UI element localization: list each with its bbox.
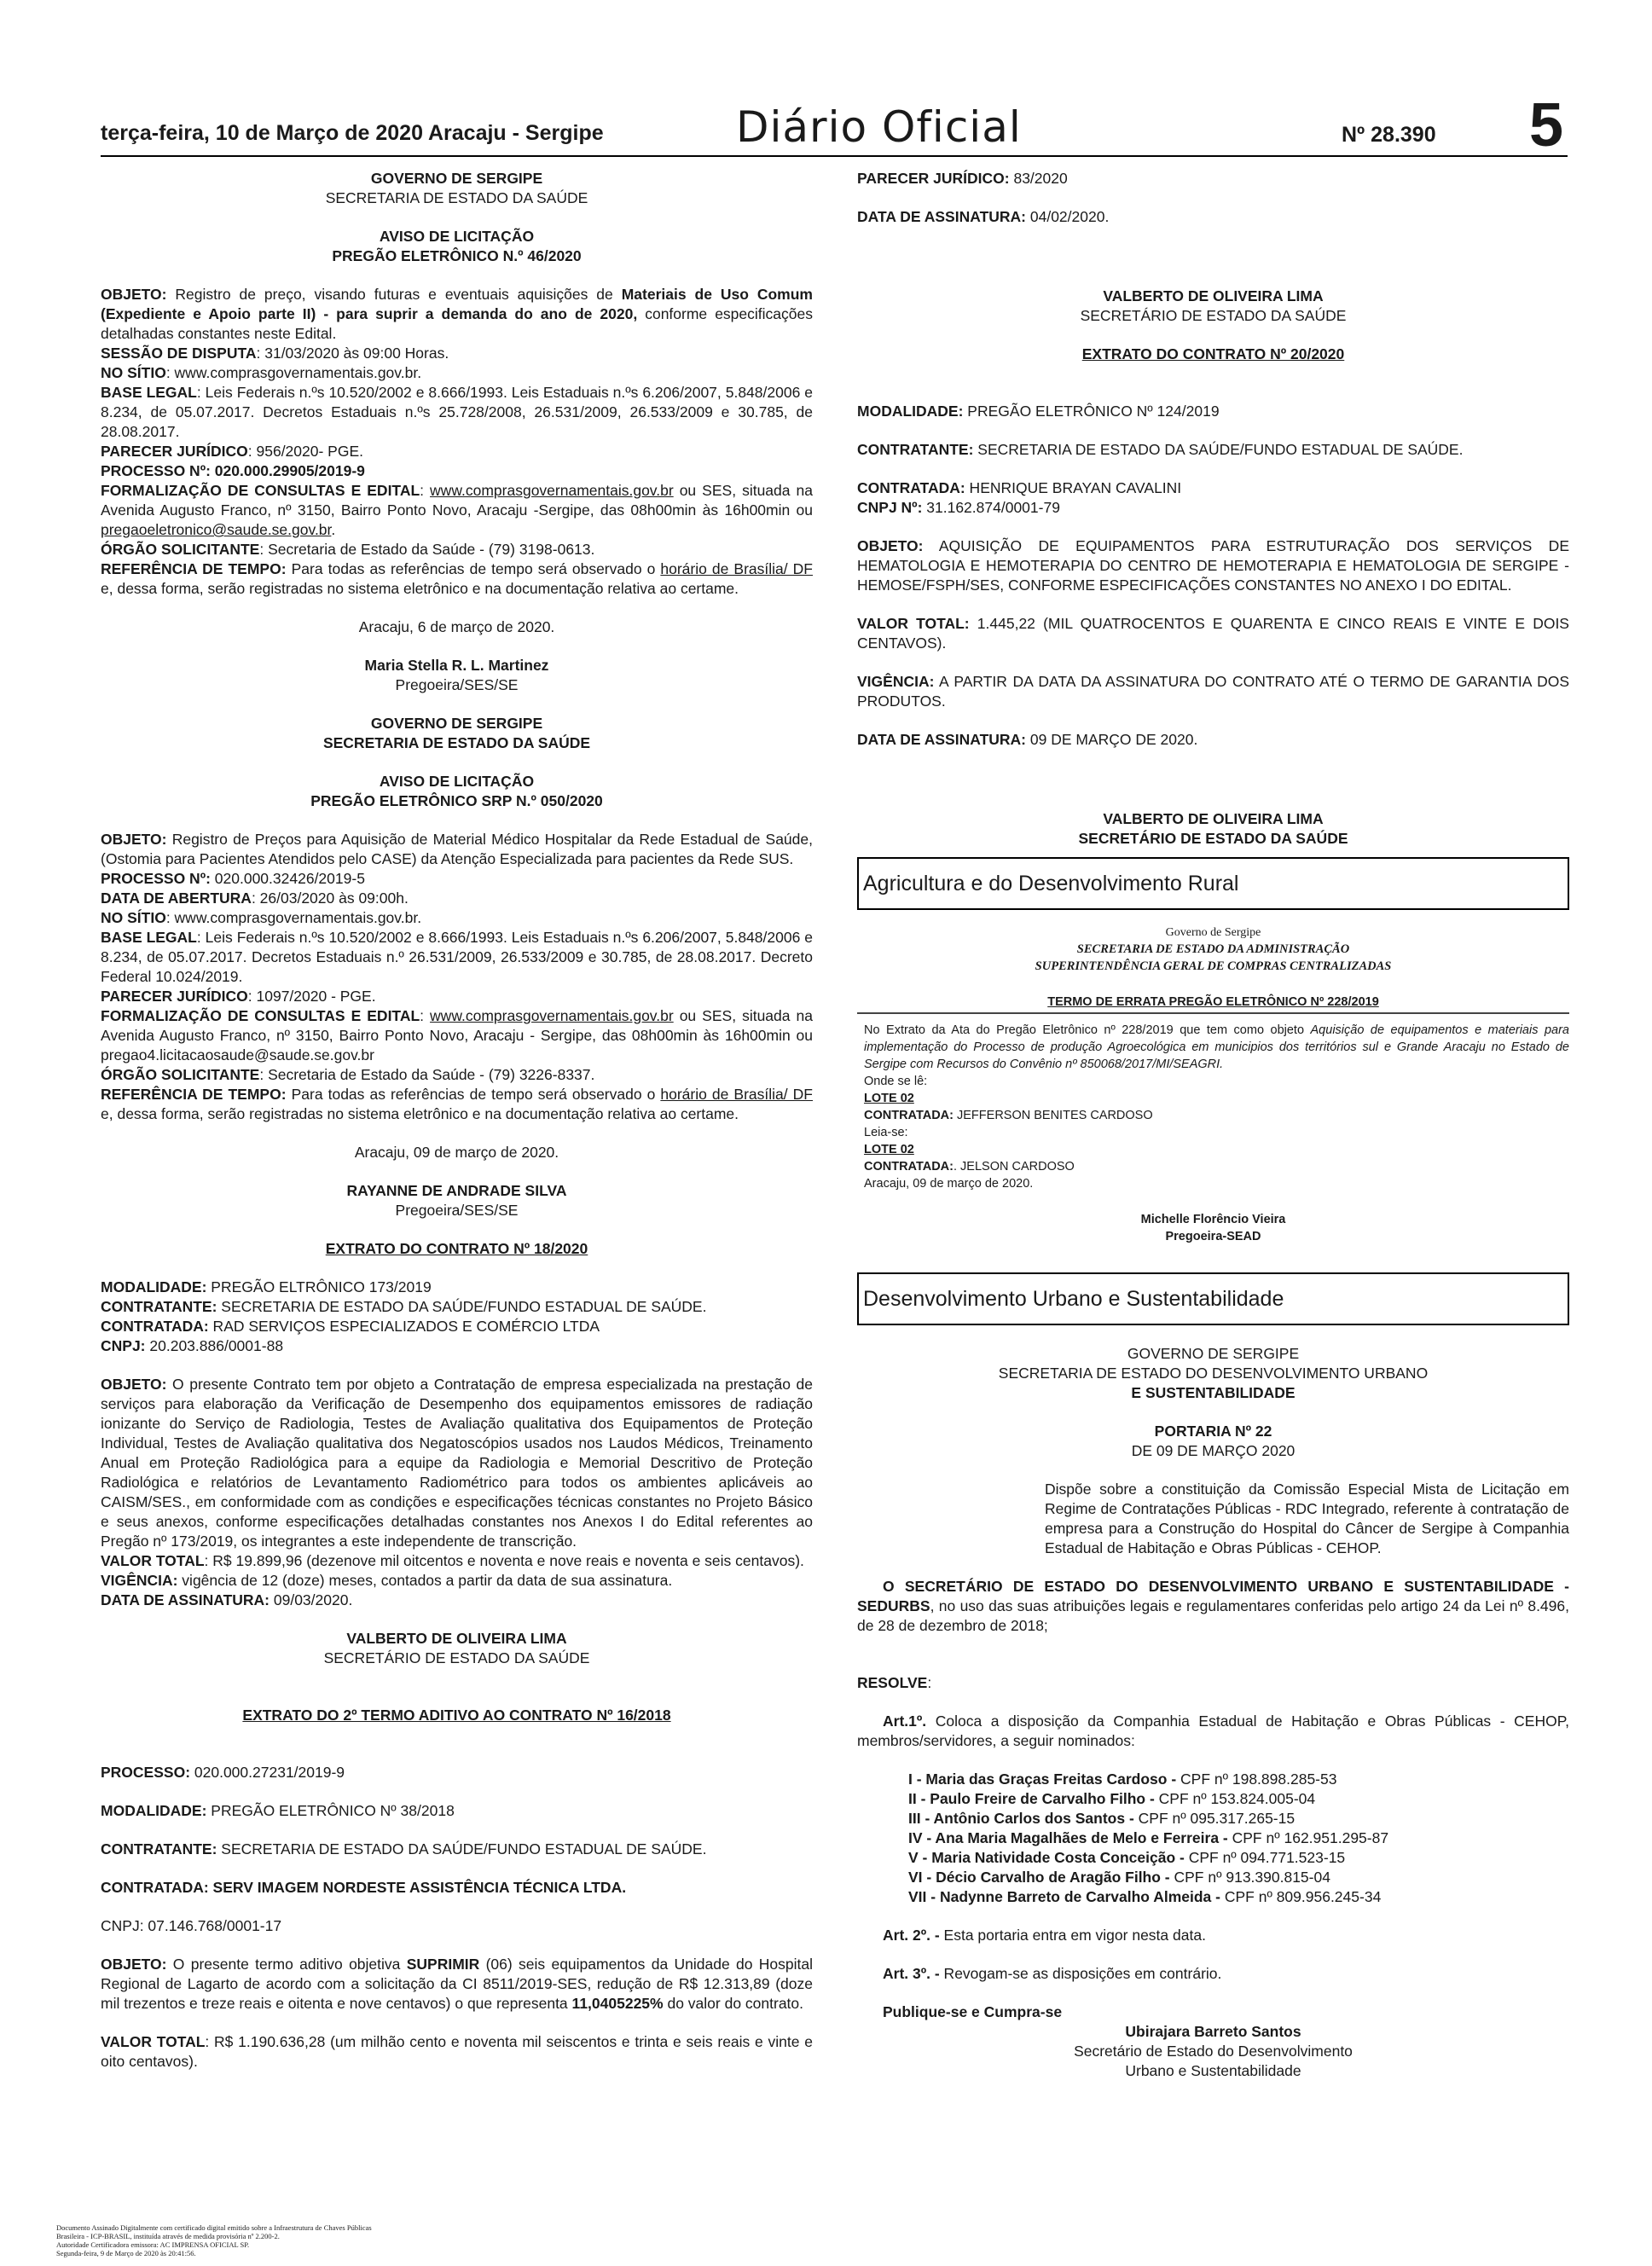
member-item: V - Maria Natividade Costa Conceição - CPF nº 094.771.523-15 — [908, 1849, 1346, 1866]
a1-gov: GOVERNO DE SERGIPE — [370, 170, 543, 187]
urb-resolve: RESOLVE: — [857, 1674, 932, 1691]
a2-processo: PROCESSO Nº: 020.000.32426/2019-5 — [101, 870, 365, 887]
t16-modalidade: MODALIDADE: PREGÃO ELETRÔNICO Nº 38/2018 — [101, 1802, 455, 1819]
edition-number: Nº 28.390 — [1342, 123, 1436, 147]
urb-portaria: PORTARIA Nº 22 — [1154, 1423, 1272, 1440]
digital-signature-footer: Documento Assinado Digitalmente com certificado digital emitido sobre a Infraestrutura de Chaves Públicas Brasileira - ICP-BRASIL, instituída através de medida provisória nº 2.200-2. Autoridade Certificadora emissora: AC IMPRENSA OFICIAL SP. Segunda-feira, 9 de Março de 2020 às 20:41:56. — [56, 2223, 372, 2257]
urb-gov: GOVERNO DE SERGIPE — [1127, 1345, 1300, 1362]
urb-sign-role2: Urbano e Sustentabilidade — [1125, 2062, 1301, 2079]
member-item: IV - Ana Maria Magalhães de Melo e Ferreira - CPF nº 162.951.295-87 — [908, 1829, 1389, 1846]
agri-date: Aracaju, 09 de março de 2020. — [864, 1177, 1034, 1191]
a1-date: Aracaju, 6 de março de 2020. — [358, 618, 555, 635]
a1-sign-name: Maria Stella R. L. Martinez — [364, 657, 549, 674]
a2-sitio: NO SÍTIO: www.comprasgovernamentais.gov.br. — [101, 909, 422, 926]
t16-contratante: CONTRATANTE: SECRETARIA DE ESTADO DA SAÚDE/FUNDO ESTADUAL DE SAÚDE. — [101, 1840, 707, 1857]
agri-body — [857, 1022, 1569, 1192]
a1-objeto: OBJETO: Registro de preço, visando futuras e eventuais aquisições de Materiais de Uso Comum (Expediente e Apoio parte II) - para suprir a demanda do ano de 2020, conforme especificações detalhadas constantes neste Edital. — [101, 286, 813, 342]
urb-members-list — [857, 1770, 1569, 1907]
urb-sec2: E SUSTENTABILIDADE — [1131, 1384, 1296, 1401]
agri-sup: SUPERINTENDÊNCIA GERAL DE COMPRAS CENTRALIZADAS — [1035, 959, 1392, 973]
c20-vigencia: VIGÊNCIA: A PARTIR DA DATA DA ASSINATURA DO CONTRATO ATÉ O TERMO DE GARANTIA DOS PRODUTOS. — [857, 673, 1569, 710]
urb-preamble: O SECRETÁRIO DE ESTADO DO DESENVOLVIMENTO URBANO E SUSTENTABILIDADE - SEDURBS, no uso das suas atribuições legais e regulamentares conferidas pelo artigo 24 da Lei nº 8.496, de 28 de dezembro de 2018; — [857, 1578, 1569, 1634]
agri-lote2: LOTE 02 — [864, 1143, 914, 1156]
a1-processo: PROCESSO Nº: 020.000.29905/2019-9 — [101, 462, 365, 479]
a1-parecer: PARECER JURÍDICO: 956/2020- PGE. — [101, 443, 363, 460]
header-date-location: terça-feira, 10 de Março de 2020 Aracaju - Sergipe — [101, 121, 604, 145]
t16-title: EXTRATO DO 2º TERMO ADITIVO AO CONTRATO Nº 16/2018 — [242, 1707, 671, 1724]
a2-abertura: DATA DE ABERTURA: 26/03/2020 às 09:00h. — [101, 890, 409, 907]
a1-referencia: REFERÊNCIA DE TEMPO: Para todas as referências de tempo será observado o horário de Brasília/ DF e, dessa forma, serão registradas no sistema eletrônico e na documentação relativa ao certame. — [101, 560, 813, 597]
a2-formalizacao: FORMALIZAÇÃO DE CONSULTAS E EDITAL: www.comprasgovernamentais.gov.br ou SES, situada na Avenida Augusto Franco, nº 3150, Bairro Ponto Novo, Aracaju - Sergipe, das 08h00min às 16h00min ou pregao4.licitacaosaude@saude.se.gov.br — [101, 1007, 813, 1063]
a2-site-link[interactable]: www.comprasgovernamentais.gov.br — [430, 1007, 674, 1024]
c18-modalidade: MODALIDADE: PREGÃO ELTRÔNICO 173/2019 — [101, 1278, 432, 1295]
c18-contratante: CONTRATANTE: SECRETARIA DE ESTADO DA SAÚDE/FUNDO ESTADUAL DE SAÚDE. — [101, 1298, 707, 1315]
page-number: 5 — [1529, 91, 1564, 159]
a1-sign-role: Pregoeira/SES/SE — [395, 676, 519, 693]
top-data: DATA DE ASSINATURA: 04/02/2020. — [857, 208, 1110, 225]
a2-date: Aracaju, 09 de março de 2020. — [354, 1144, 559, 1161]
a1-site-link[interactable]: www.comprasgovernamentais.gov.br — [430, 482, 674, 499]
a1-sessao: SESSÃO DE DISPUTA: 31/03/2020 às 09:00 Horas. — [101, 345, 449, 362]
member-item: III - Antônio Carlos dos Santos - CPF nº 095.317.265-15 — [908, 1810, 1296, 1827]
urb-art2: Art. 2º. - Esta portaria entra em vigor nesta data. — [883, 1927, 1206, 1944]
a2-base-legal: BASE LEGAL: Leis Federais n.ºs 10.520/2002 e 8.666/1993. Leis Estaduais n.ºs 6.206/2007, 5.848/2006 e 8.234, de 05.07.2017. Decretos Estaduais n.º 26.531/2009, 26.533/2009 e 30.785, de 28.08.2017. Decreto Federal 10.024/2019. — [101, 929, 813, 985]
agri-leia: Leia-se: — [864, 1126, 908, 1139]
a1-base-legal: BASE LEGAL: Leis Federais n.ºs 10.520/2002 e 8.666/1993. Leis Estaduais n.ºs 6.206/2007, 5.848/2006 e 8.234, de 05.07.2017. Decretos Estaduais n.ºs 25.728/2008, 26.531/2009, 26.533/2009 e 30.785, de 28.08.2017. — [101, 384, 813, 440]
t16-processo: PROCESSO: 020.000.27231/2019-9 — [101, 1764, 345, 1781]
member-item: II - Paulo Freire de Carvalho Filho - CPF nº 153.824.005-04 — [908, 1790, 1316, 1807]
a2-sign-name: RAYANNE DE ANDRADE SILVA — [346, 1182, 567, 1199]
urb-sec1: SECRETARIA DE ESTADO DO DESENVOLVIMENTO URBANO — [998, 1365, 1429, 1382]
a1-sitio: NO SÍTIO: www.comprasgovernamentais.gov.br. — [101, 364, 422, 381]
t16-contratada: CONTRATADA: SERV IMAGEM NORDESTE ASSISTÊNCIA TÉCNICA LTDA. — [101, 1879, 627, 1896]
a2-parecer: PARECER JURÍDICO: 1097/2020 - PGE. — [101, 988, 376, 1005]
a1-email-link[interactable]: pregaoeletronico@saude.se.gov.br — [101, 521, 332, 538]
c18-objeto: OBJETO: O presente Contrato tem por objeto a Contratação de empresa especializada na prestação de serviços para elaboração da Verificação de Desempenho dos equipamentos emissores de radiação ionizante do Serviço de Radiologia, Testes de Avaliação qualitativa dos Equipamentos de Proteção Individual, Testes de Avaliação qualitativa dos Negatoscópios usados nos Laudos Médicos, Treinamento Anual em Proteção Radiológica para a equipe da Radiologia e Memorial Descritivo de Proteção Radiológica e relatórios de Levantamento Radiométrico para todos os ambientes aplicáveis ao CAISM/SES., em conformidade com as condições e especificações técnicas constantes no Projeto Básico e seus anexos, conforme especificações detalhadas constantes nos Anexos I do Edital referentes ao Pregão nº 173/2019, os integrantes a este independente de transcrição. — [101, 1376, 813, 1550]
masthead-title: Diário Oficial — [736, 102, 1022, 152]
agri-title: TERMO DE ERRATA PREGÃO ELETRÔNICO Nº 228/2019 — [1047, 995, 1379, 1009]
agri-gov: Governo de Sergipe — [1165, 926, 1261, 939]
agri-contratada2: CONTRATADA:. JELSON CARDOSO — [864, 1160, 1075, 1174]
urb-art1: Art.1º. Coloca a disposição da Companhia Estadual de Habitação e Obras Públicas - CEHOP, membros/servidores, a seguir nominados: — [857, 1713, 1569, 1749]
agri-onde: Onde se lê: — [864, 1075, 928, 1088]
member-item: VI - Décio Carvalho de Aragão Filho - CPF nº 913.390.815-04 — [908, 1869, 1330, 1886]
c20-sign-name: VALBERTO DE OLIVEIRA LIMA — [1103, 810, 1324, 827]
agri-separator — [857, 1012, 1569, 1022]
urb-art3: Art. 3º. - Revogam-se as disposições em contrário. — [883, 1965, 1222, 1982]
t16-valor: VALOR TOTAL: R$ 1.190.636,28 (um milhão cento e noventa mil seiscentos e trinta e seis reais e vinte e oito centavos). — [101, 2033, 813, 2070]
agri-sign-role: Pregoeira-SEAD — [1165, 1230, 1261, 1243]
a2-sec: SECRETARIA DE ESTADO DA SAÚDE — [322, 734, 591, 751]
c18-data: DATA DE ASSINATURA: 09/03/2020. — [101, 1591, 353, 1608]
urb-portaria-date: DE 09 DE MARÇO 2020 — [1131, 1442, 1296, 1459]
a2-referencia: REFERÊNCIA DE TEMPO: Para todas as referências de tempo será observado o horário de Brasília/ DF e, dessa forma, serão registradas no sistema eletrônico e na documentação relativa ao certame. — [101, 1086, 813, 1122]
a2-objeto: OBJETO: Registro de Preços para Aquisição de Material Médico Hospitalar da Rede Estadual de Saúde, (Ostomia para Pacientes Atendidos pelo CASE) da Atenção Especializada para pacientes da Rede SUS. — [101, 831, 813, 867]
a2-sign-role: Pregoeira/SES/SE — [395, 1202, 519, 1219]
c20-valor: VALOR TOTAL: 1.445,22 (MIL QUATROCENTOS E QUARENTA E CINCO REAIS E VINTE E DOIS CENTAVOS). — [857, 615, 1569, 652]
agri-contratada1: CONTRATADA: JEFFERSON BENITES CARDOSO — [864, 1109, 1153, 1122]
top-sign-name: VALBERTO DE OLIVEIRA LIMA — [1103, 287, 1324, 304]
c20-title: EXTRATO DO CONTRATO Nº 20/2020 — [1081, 345, 1345, 362]
a2-pregao: PREGÃO ELETRÔNICO SRP N.º 050/2020 — [310, 792, 603, 809]
a2-orgao: ÓRGÃO SOLICITANTE: Secretaria de Estado da Saúde - (79) 3226-8337. — [101, 1066, 595, 1083]
a2-aviso: AVISO DE LICITAÇÃO — [379, 773, 535, 790]
c18-valor: VALOR TOTAL: R$ 19.899,96 (dezenove mil oitcentos e noventa e nove reais e noventa e seis centavos). — [101, 1552, 804, 1569]
c18-title: EXTRATO DO CONTRATO Nº 18/2020 — [325, 1240, 588, 1257]
c18-sign-name: VALBERTO DE OLIVEIRA LIMA — [346, 1630, 567, 1647]
a1-pregao: PREGÃO ELETRÔNICO N.º 46/2020 — [332, 247, 582, 264]
urb-sign-role1: Secretário de Estado do Desenvolvimento — [1074, 2043, 1353, 2060]
section-agricultura: Agricultura e do Desenvolvimento Rural — [857, 857, 1569, 910]
member-item: VII - Nadynne Barreto de Carvalho Almeida - CPF nº 809.956.245-34 — [908, 1888, 1382, 1905]
c18-contratada: CONTRATADA: RAD SERVIÇOS ESPECIALIZADOS E COMÉRCIO LTDA — [101, 1318, 600, 1335]
c20-contratante: CONTRATANTE: SECRETARIA DE ESTADO DA SAÚDE/FUNDO ESTADUAL DE SAÚDE. — [857, 441, 1464, 458]
left-column — [101, 169, 813, 2072]
c18-sign-role: SECRETÁRIO DE ESTADO DA SAÚDE — [323, 1649, 590, 1666]
agri-sign-name: Michelle Florêncio Vieira — [1140, 1213, 1286, 1226]
c18-cnpj: CNPJ: 20.203.886/0001-88 — [101, 1337, 284, 1354]
top-sign-role: SECRETÁRIO DE ESTADO DA SAÚDE — [1080, 307, 1347, 324]
member-item: I - Maria das Graças Freitas Cardoso - CPF nº 198.898.285-53 — [908, 1770, 1337, 1788]
c20-sign-role: SECRETÁRIO DE ESTADO DA SAÚDE — [1078, 830, 1348, 847]
t16-cnpj: CNPJ: 07.146.768/0001-17 — [101, 1917, 282, 1934]
a1-formalizacao: FORMALIZAÇÃO DE CONSULTAS E EDITAL: www.comprasgovernamentais.gov.br ou SES, situada na Avenida Augusto Franco, nº 3150, Bairro Ponto Novo, Aracaju -Sergipe, das 08h00min às 16h00min ou pregaoeletronico@saude.se.gov.br. — [101, 482, 813, 538]
a1-sec: SECRETARIA DE ESTADO DA SAÚDE — [325, 189, 588, 206]
c20-data: DATA DE ASSINATURA: 09 DE MARÇO DE 2020. — [857, 731, 1198, 748]
t16-objeto: OBJETO: O presente termo aditivo objetiva SUPRIMIR (06) seis equipamentos da Unidade do Hospital Regional de Lagarto de acordo com a solicitação da CI 8511/2019-SES, redução de R$ 12.313,89 (doze mil trezentos e treze reais e oitenta e nove centavos) o que representa 11,0405225% do valor do contrato. — [101, 1956, 814, 2012]
c20-modalidade: MODALIDADE: PREGÃO ELETRÔNICO Nº 124/2019 — [857, 403, 1220, 420]
page-header — [101, 91, 1568, 159]
agri-p1: No Extrato da Ata do Pregão Eletrônico nº 228/2019 que tem como objeto Aquisição de equipamentos e materiais para implementação do Processo de produção Agroecológica em municipios dos territórios sul e Grande Aracaju no Estado de Sergipe com Recursos do Convênio nº 850068/2017/MI/SEAGRI. — [864, 1023, 1569, 1071]
urb-publique: Publique-se e Cumpra-se — [883, 2003, 1063, 2020]
top-parecer: PARECER JURÍDICO: 83/2020 — [857, 170, 1068, 187]
agri-sec: SECRETARIA DE ESTADO DA ADMINISTRAÇÃO — [1076, 942, 1350, 956]
right-column — [857, 169, 1569, 2081]
urb-ementa: Dispõe sobre a constituição da Comissão Especial Mista de Licitação em Regime de Contratações Públicas - RDC Integrado, referente à contratação de empresa para a Construção do Hospital do Câncer de Sergipe à Companhia Estadual de Habitação e Obras Públicas - CEHOP. — [1045, 1481, 1569, 1556]
agri-lote1: LOTE 02 — [864, 1092, 914, 1105]
a2-gov: GOVERNO DE SERGIPE — [370, 715, 543, 732]
c20-cnpj: CNPJ Nº: 31.162.874/0001-79 — [857, 499, 1060, 516]
c20-objeto: OBJETO: AQUISIÇÃO DE EQUIPAMENTOS PARA ESTRUTURAÇÃO DOS SERVIÇOS DE HEMATOLOGIA E HEMOTERAPIA DO CENTRO DE HEMOTERAPIA E HEMATOLOGIA DE SERGIPE - HEMOSE/FSPH/SES, CONFORME ESPECIFICAÇÕES CONSTANTES NO ANEXO I DO EDITAL. — [857, 537, 1569, 594]
a1-aviso: AVISO DE LICITAÇÃO — [379, 228, 535, 245]
c18-vigencia: VIGÊNCIA: vigência de 12 (doze) meses, contados a partir da data de sua assinatura. — [101, 1572, 673, 1589]
urb-sign-name: Ubirajara Barreto Santos — [1125, 2023, 1301, 2040]
section-desenvolvimento-urbano: Desenvolvimento Urbano e Sustentabilidade — [857, 1272, 1569, 1325]
c20-contratada: CONTRATADA: HENRIQUE BRAYAN CAVALINI — [857, 479, 1182, 496]
a1-orgao: ÓRGÃO SOLICITANTE: Secretaria de Estado da Saúde - (79) 3198-0613. — [101, 541, 595, 558]
